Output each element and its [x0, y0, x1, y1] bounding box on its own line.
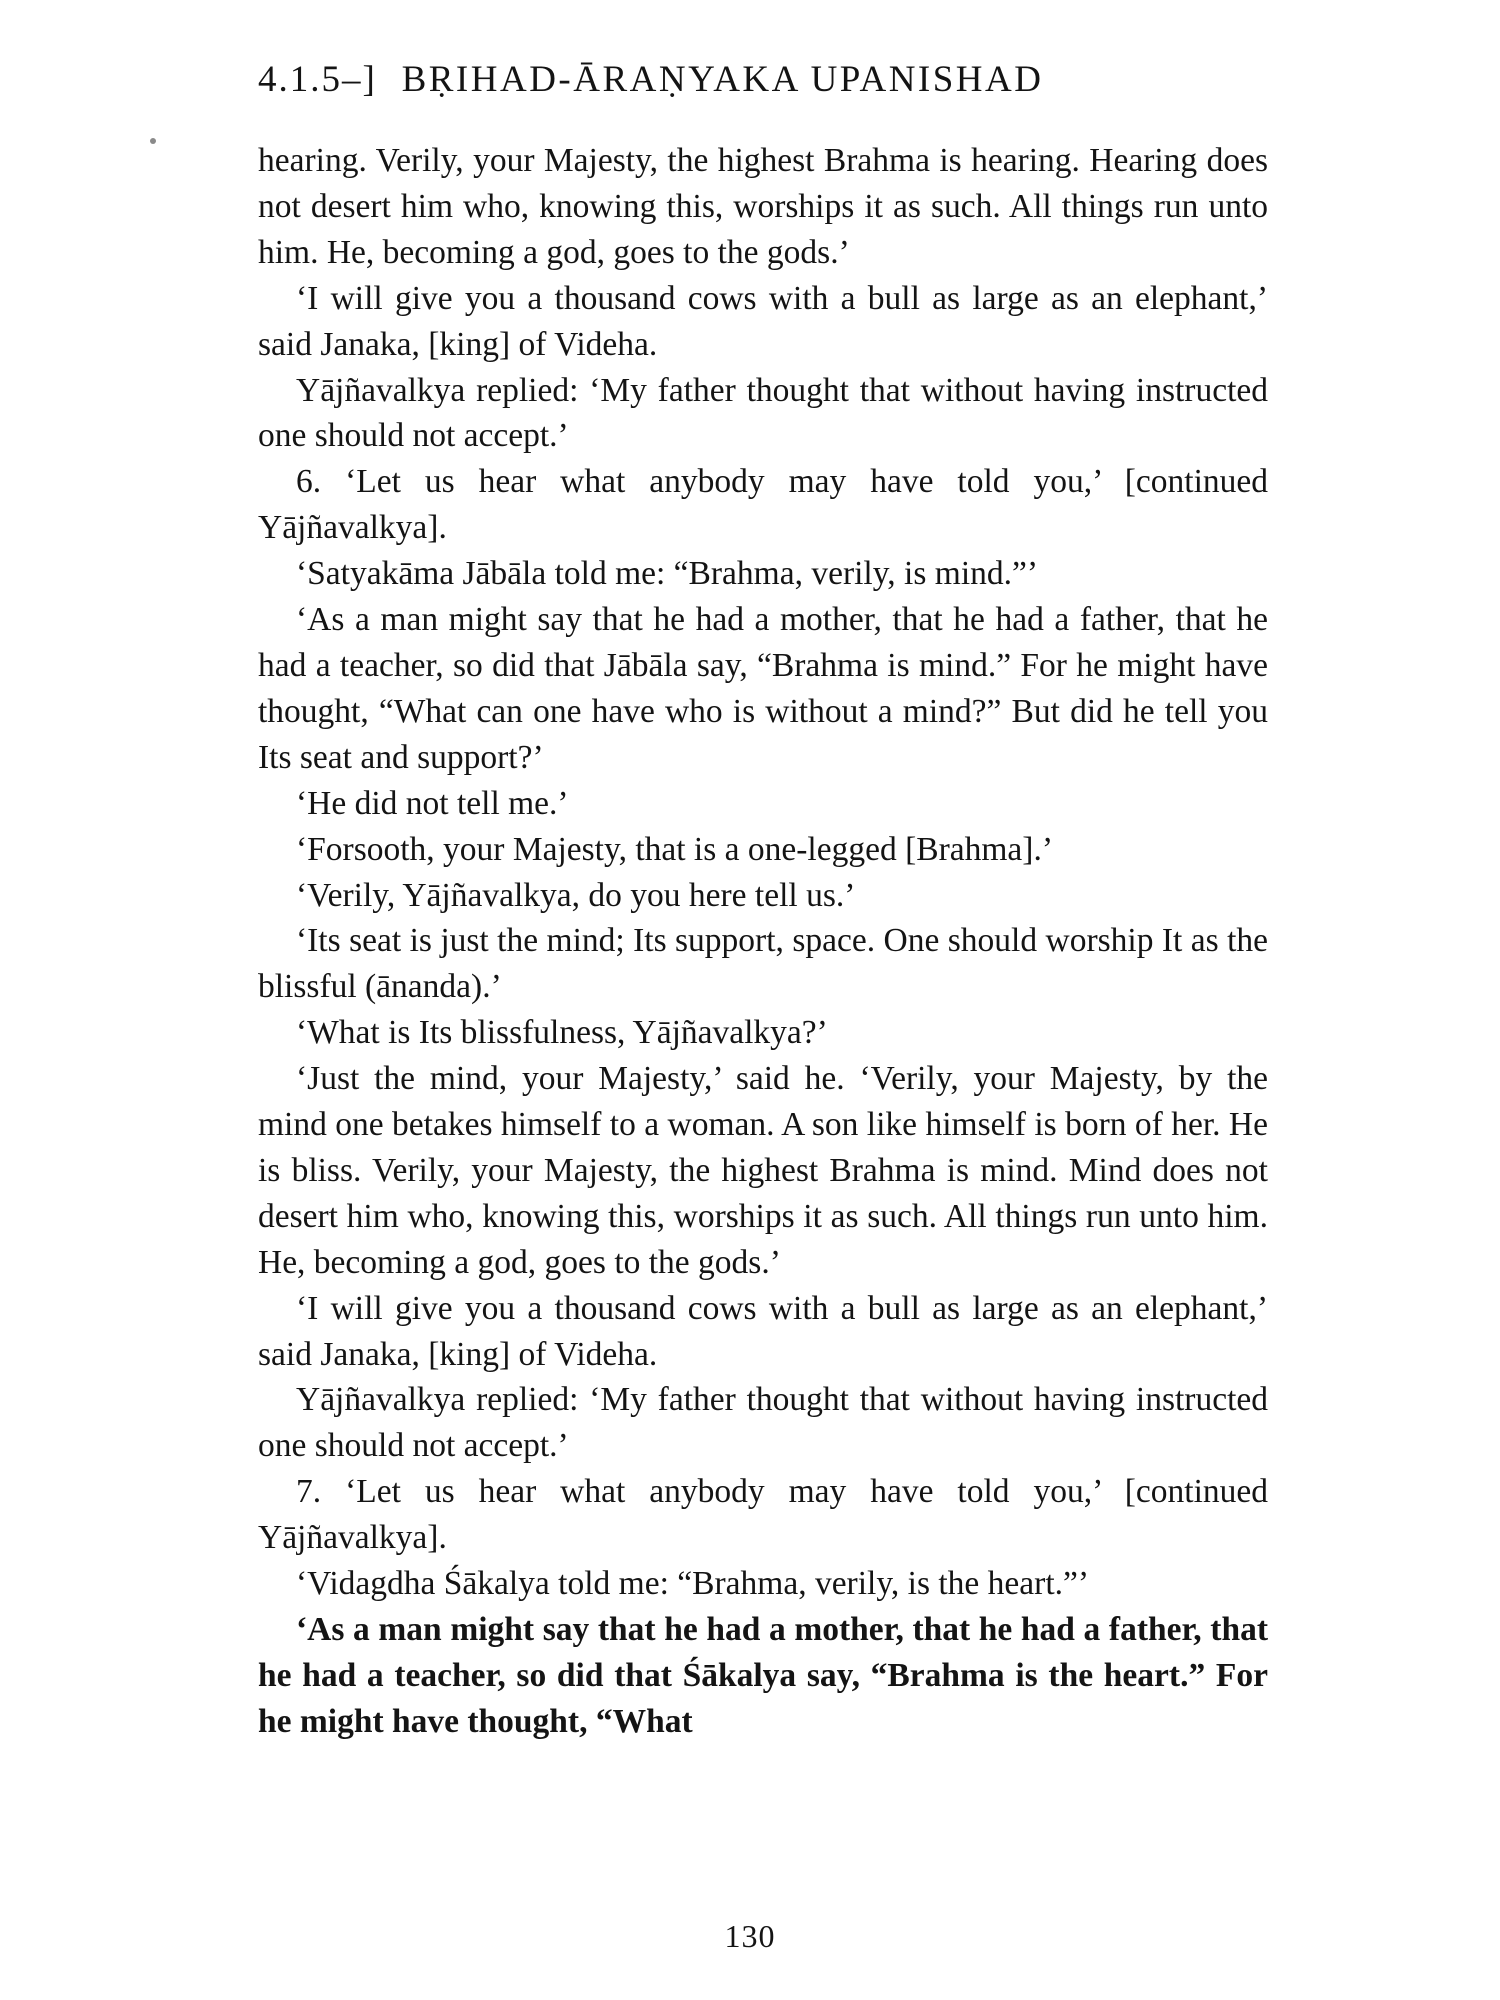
paragraph: 7. ‘Let us hear what anybody may have told you,’ [continued Yājñavalkya]. [258, 1473, 1268, 1557]
paragraph: 6. ‘Let us hear what anybody may have told you,’ [continued Yājñavalkya]. [258, 463, 1268, 547]
running-header [258, 58, 1268, 114]
paragraph: ‘Just the mind, your Majesty,’ said he. ‘Verily, your Majesty, by the mind one betakes himself to a woman. A son like himself is born of her. He is bliss. Verily, your Majesty, the highest Brahma is mind. Mind does not desert him who, knowing this, worships it as such. All things run unto him. He, becoming a god, goes to the gods.’ [258, 1060, 1268, 1281]
paragraph: ‘Forsooth, your Majesty, that is a one-legged [Brahma].’ [296, 830, 1053, 868]
paragraph: ‘Verily, Yājñavalkya, do you here tell us.’ [296, 876, 856, 914]
paragraph: ‘As a man might say that he had a mother, that he had a father, that he had a teacher, so did that Śākalya say, “Brahma is the heart.” For he might have thought, “What [258, 1611, 1268, 1740]
paragraph: ‘Its seat is just the mind; Its support, space. One should worship It as the blissful (ānanda).’ [258, 922, 1268, 1006]
paragraph: ‘I will give you a thousand cows with a bull as large as an elephant,’ said Janaka, [king] of Videha. [258, 1289, 1268, 1373]
running-title: BṚIHAD-ĀRAṆYAKA UPANISHAD [401, 59, 1044, 100]
paragraph: ‘He did not tell me.’ [296, 784, 569, 822]
paragraph: ‘I will give you a thousand cows with a bull as large as an elephant,’ said Janaka, [king] of Videha. [258, 279, 1268, 363]
paragraph: ‘Vidagdha Śākalya told me: “Brahma, verily, is the heart.”’ [296, 1565, 1090, 1603]
body-text [258, 138, 1268, 1745]
paragraph: hearing. Verily, your Majesty, the highest Brahma is hearing. Hearing does not desert him who, knowing this, worships it as such. All things run unto him. He, becoming a god, goes to the gods.’ [258, 142, 1268, 271]
section-reference: 4.1.5–] [258, 59, 377, 100]
page-number: 130 [724, 1918, 776, 1954]
paragraph: Yājñavalkya replied: ‘My father thought that without having instructed one should not accept.’ [258, 371, 1268, 455]
paragraph: Yājñavalkya replied: ‘My father thought that without having instructed one should not accept.’ [258, 1381, 1268, 1465]
paragraph: ‘What is Its blissfulness, Yājñavalkya?’ [296, 1014, 828, 1052]
page-speck [150, 138, 156, 144]
paragraph: ‘As a man might say that he had a mother, that he had a father, that he had a teacher, so did that Jābāla say, “Brahma is mind.” For he might have thought, “What can one have who is without a mind?” But did he tell you Its seat and support?’ [258, 601, 1268, 776]
paragraph: ‘Satyakāma Jābāla told me: “Brahma, verily, is mind.”’ [296, 555, 1039, 593]
